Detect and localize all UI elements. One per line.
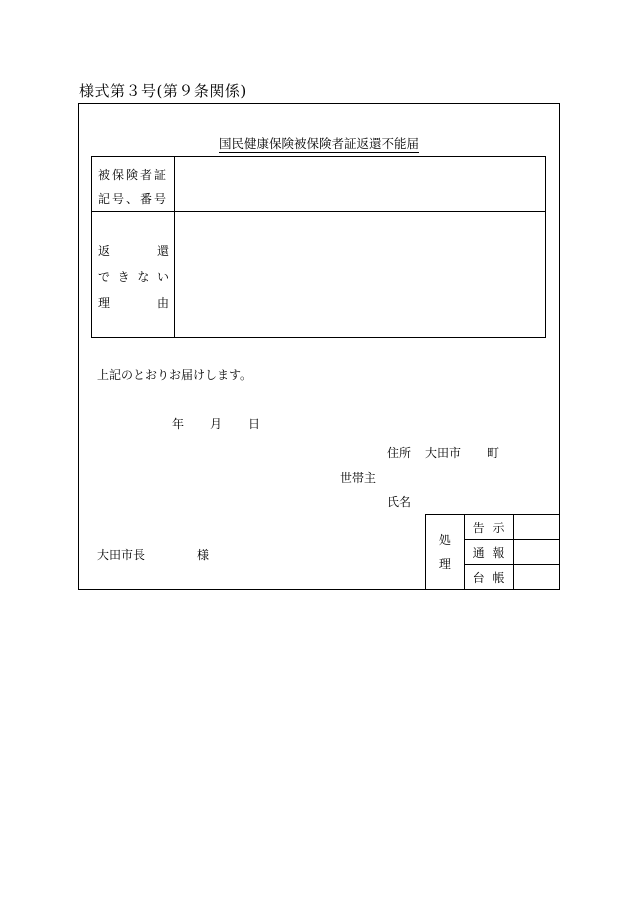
household-head-label: 世帯主: [340, 471, 377, 485]
date-day-label: 日: [248, 417, 261, 431]
name-label: 氏名: [387, 495, 412, 509]
addressee-honorific: 様: [197, 548, 210, 562]
insurance-card-number-field[interactable]: [175, 157, 546, 212]
info-table: [91, 156, 546, 338]
insurance-card-number-row: [92, 157, 546, 212]
insurance-card-number-label: 被保険者証 記号、番号: [92, 157, 175, 212]
reason-row: [92, 212, 546, 338]
reason-field[interactable]: [175, 212, 546, 338]
processing-ledger-stamp-box[interactable]: [513, 565, 559, 590]
processing-notice-stamp-box[interactable]: [513, 515, 559, 540]
processing-item-ledger: 台 帳: [464, 565, 513, 590]
reason-label: 返 還 で き な い 理 由: [92, 212, 175, 338]
processing-table: [425, 514, 559, 590]
form-number: 様式第３号(第９条関係): [79, 82, 247, 100]
processing-report-stamp-box[interactable]: [513, 540, 559, 565]
form-title: 国民健康保険被保険者証返還不能届: [218, 136, 419, 151]
address-town: 町: [487, 446, 500, 460]
form-frame: [78, 103, 560, 590]
processing-label: 処 理: [426, 515, 465, 590]
address-city: 大田市: [425, 446, 462, 460]
date-year-label: 年: [172, 417, 185, 431]
processing-item-notice: 告 示: [464, 515, 513, 540]
date-month-label: 月: [210, 417, 223, 431]
address-label: 住所: [387, 446, 412, 460]
addressee-mayor: 大田市長: [97, 548, 146, 562]
declaration-text: 上記のとおりお届けします。: [97, 368, 253, 382]
processing-item-report: 通 報: [464, 540, 513, 565]
